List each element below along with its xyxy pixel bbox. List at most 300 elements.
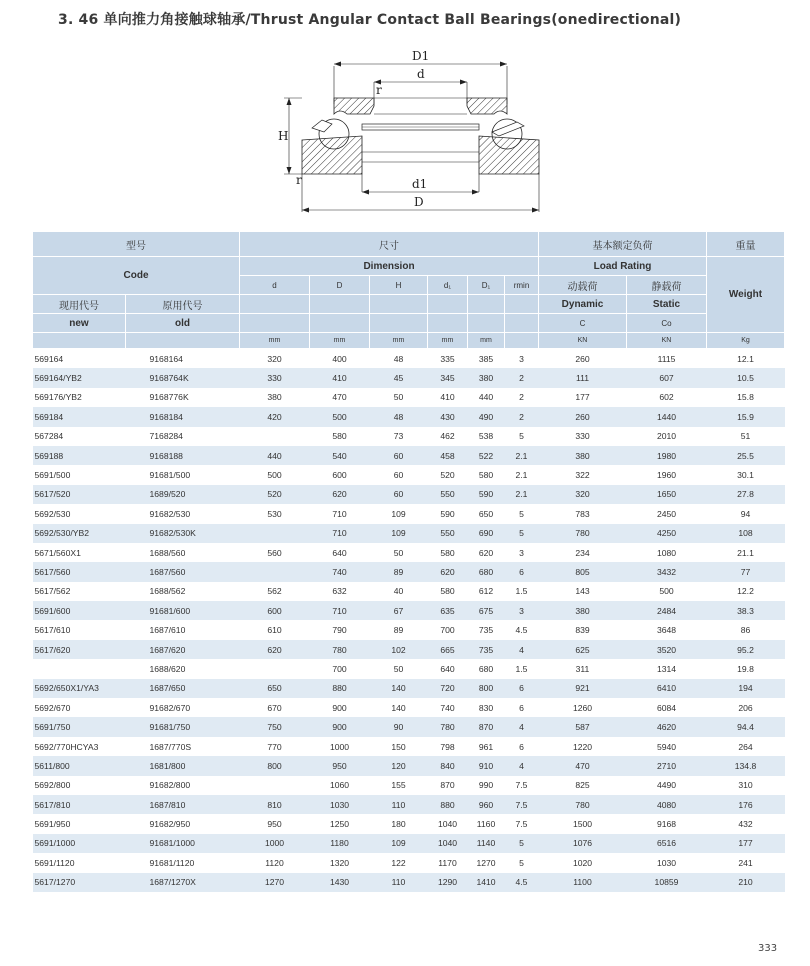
cell-static-load: 6410	[627, 679, 707, 698]
header-dimension-cn: 尺寸	[240, 232, 539, 257]
cell-weight: 25.5	[707, 446, 785, 465]
cell-dynamic-load: 1220	[539, 737, 627, 756]
cell-rmin: 4	[505, 640, 539, 659]
cell-d1: 1290	[428, 873, 468, 892]
cell-static-load: 1650	[627, 485, 707, 504]
table-row	[33, 834, 785, 853]
cell-new-code: 5691/1120	[33, 853, 126, 872]
cell-d: 620	[240, 640, 310, 659]
cell-new-code: 569164/YB2	[33, 368, 126, 387]
header-blank	[428, 314, 468, 333]
cell-H: 73	[370, 427, 428, 446]
cell-new-code: 5691/600	[33, 601, 126, 620]
cell-new-code: 5692/770HCYA3	[33, 737, 126, 756]
cell-weight: 210	[707, 873, 785, 892]
cell-old-code: 91681/1120	[126, 853, 240, 872]
header-load-cn: 基本额定负荷	[539, 232, 707, 257]
cell-new-code: 569184	[33, 407, 126, 426]
cell-H: 60	[370, 465, 428, 484]
cell-H: 140	[370, 679, 428, 698]
cell-static-load: 6084	[627, 698, 707, 717]
header-blank	[370, 295, 428, 314]
cell-H: 89	[370, 620, 428, 639]
cell-d1: 740	[428, 698, 468, 717]
cell-rmin: 1.5	[505, 659, 539, 678]
table-row	[33, 407, 785, 426]
cell-D1: 385	[468, 349, 505, 369]
cell-old-code: 91681/500	[126, 465, 240, 484]
cell-H: 122	[370, 853, 428, 872]
cell-old-code: 1687/810	[126, 795, 240, 814]
cell-d1: 345	[428, 368, 468, 387]
cell-d: 1270	[240, 873, 310, 892]
cell-H: 155	[370, 776, 428, 795]
cell-dynamic-load: 1500	[539, 814, 627, 833]
cell-new-code: 5692/670	[33, 698, 126, 717]
cell-d1: 840	[428, 756, 468, 775]
header-col-d: d	[240, 276, 310, 295]
spec-table-body	[33, 349, 785, 892]
cell-D: 632	[310, 582, 370, 601]
header-blank	[370, 314, 428, 333]
cell-old-code: 91681/1000	[126, 834, 240, 853]
cell-d1: 520	[428, 465, 468, 484]
cell-D1: 675	[468, 601, 505, 620]
header-blank	[505, 314, 539, 333]
cell-old-code: 1687/650	[126, 679, 240, 698]
cell-D1: 620	[468, 543, 505, 562]
cell-static-load: 3432	[627, 562, 707, 581]
cell-D1: 680	[468, 659, 505, 678]
cell-d: 1000	[240, 834, 310, 853]
cell-static-load: 1314	[627, 659, 707, 678]
cell-weight: 15.9	[707, 407, 785, 426]
table-row	[33, 620, 785, 639]
cell-dynamic-load: 470	[539, 756, 627, 775]
cell-static-load: 2450	[627, 504, 707, 523]
cell-rmin: 2	[505, 407, 539, 426]
cell-weight: 51	[707, 427, 785, 446]
header-static-cn: 静载荷	[627, 276, 707, 295]
cell-d1: 640	[428, 659, 468, 678]
cell-old-code: 91682/800	[126, 776, 240, 795]
cell-D: 740	[310, 562, 370, 581]
header-unit-mm: mm	[370, 333, 428, 349]
cell-D: 1250	[310, 814, 370, 833]
cell-new-code: 5611/800	[33, 756, 126, 775]
cell-new-code: 5671/560X1	[33, 543, 126, 562]
cell-weight: 12.1	[707, 349, 785, 369]
cell-weight: 38.3	[707, 601, 785, 620]
cell-d	[240, 562, 310, 581]
cell-d1: 880	[428, 795, 468, 814]
header-unit-mm: mm	[240, 333, 310, 349]
cell-static-load: 1030	[627, 853, 707, 872]
cell-D1: 380	[468, 368, 505, 387]
cell-D: 1030	[310, 795, 370, 814]
header-old-cn: 原用代号	[126, 295, 240, 314]
cell-D1: 580	[468, 465, 505, 484]
header-dynamic-en: Dynamic	[539, 295, 627, 314]
cell-old-code: 9168184	[126, 407, 240, 426]
header-blank	[310, 295, 370, 314]
cell-static-load: 4250	[627, 524, 707, 543]
cell-D: 710	[310, 524, 370, 543]
cell-D1: 735	[468, 620, 505, 639]
cell-weight: 264	[707, 737, 785, 756]
cell-dynamic-load: 234	[539, 543, 627, 562]
cell-new-code: 5692/530	[33, 504, 126, 523]
cell-rmin: 2	[505, 388, 539, 407]
cell-old-code: 1687/620	[126, 640, 240, 659]
cell-old-code: 91682/530	[126, 504, 240, 523]
cell-d	[240, 427, 310, 446]
cell-static-load: 2710	[627, 756, 707, 775]
cell-rmin: 2.1	[505, 446, 539, 465]
table-row	[33, 640, 785, 659]
cell-d1: 462	[428, 427, 468, 446]
cell-D1: 830	[468, 698, 505, 717]
bearing-cross-section-diagram	[262, 46, 552, 220]
cell-d1: 550	[428, 524, 468, 543]
cell-D: 1180	[310, 834, 370, 853]
table-row	[33, 446, 785, 465]
cell-static-load: 5940	[627, 737, 707, 756]
cell-d: 420	[240, 407, 310, 426]
cell-new-code: 5691/500	[33, 465, 126, 484]
cell-old-code: 1688/562	[126, 582, 240, 601]
cell-new-code: 5691/750	[33, 717, 126, 736]
cell-D1: 490	[468, 407, 505, 426]
cell-static-load: 602	[627, 388, 707, 407]
cell-d1: 720	[428, 679, 468, 698]
header-unit-kn: KN	[627, 333, 707, 349]
cell-dynamic-load: 921	[539, 679, 627, 698]
header-col-rmin: rmin	[505, 276, 539, 295]
cell-rmin: 6	[505, 679, 539, 698]
cell-d1: 335	[428, 349, 468, 369]
cell-H: 89	[370, 562, 428, 581]
cell-old-code: 91681/750	[126, 717, 240, 736]
cell-D: 620	[310, 485, 370, 504]
cell-D1: 690	[468, 524, 505, 543]
cell-dynamic-load: 780	[539, 524, 627, 543]
diagram-label-H: H	[278, 129, 289, 143]
table-row	[33, 601, 785, 620]
cell-old-code: 1688/620	[126, 659, 240, 678]
table-row	[33, 795, 785, 814]
cell-weight: 94	[707, 504, 785, 523]
cell-rmin: 3	[505, 543, 539, 562]
cell-D: 780	[310, 640, 370, 659]
cell-D: 1430	[310, 873, 370, 892]
table-row	[33, 679, 785, 698]
cell-new-code: 5617/1270	[33, 873, 126, 892]
header-dynamic-symbol: C	[539, 314, 627, 333]
cell-static-load: 4620	[627, 717, 707, 736]
cell-H: 48	[370, 407, 428, 426]
cell-new-code: 569176/YB2	[33, 388, 126, 407]
cell-dynamic-load: 320	[539, 485, 627, 504]
header-blank	[126, 333, 240, 349]
cell-weight: 21.1	[707, 543, 785, 562]
cell-old-code: 91682/670	[126, 698, 240, 717]
header-col-D: D	[310, 276, 370, 295]
cell-new-code: 5617/520	[33, 485, 126, 504]
cell-old-code: 1687/610	[126, 620, 240, 639]
cell-D1: 735	[468, 640, 505, 659]
cell-weight: 95.2	[707, 640, 785, 659]
cell-D1: 440	[468, 388, 505, 407]
header-blank	[428, 295, 468, 314]
cell-new-code: 5692/650X1/YA3	[33, 679, 126, 698]
table-row	[33, 562, 785, 581]
cell-H: 60	[370, 485, 428, 504]
cell-D1: 1270	[468, 853, 505, 872]
cell-dynamic-load: 839	[539, 620, 627, 639]
cell-old-code: 1681/800	[126, 756, 240, 775]
cell-weight: 310	[707, 776, 785, 795]
cell-dynamic-load: 625	[539, 640, 627, 659]
cell-weight: 206	[707, 698, 785, 717]
cell-weight: 108	[707, 524, 785, 543]
page-title: 3. 46 单向推力角接触球轴承/Thrust Angular Contact Ball Bearings(onedirectional)	[58, 12, 682, 28]
header-blank	[240, 314, 310, 333]
table-row	[33, 814, 785, 833]
cell-static-load: 1115	[627, 349, 707, 369]
cell-d1: 458	[428, 446, 468, 465]
cell-d: 562	[240, 582, 310, 601]
diagram-label-r-top: r	[376, 83, 382, 97]
cell-D: 600	[310, 465, 370, 484]
header-unit-mm: mm	[428, 333, 468, 349]
header-static-en: Static	[627, 295, 707, 314]
cell-d: 440	[240, 446, 310, 465]
table-row	[33, 349, 785, 369]
cell-rmin: 2.1	[505, 485, 539, 504]
table-row	[33, 465, 785, 484]
cell-weight: 12.2	[707, 582, 785, 601]
table-row	[33, 388, 785, 407]
cell-D1: 1160	[468, 814, 505, 833]
cell-rmin: 1.5	[505, 582, 539, 601]
cell-D1: 800	[468, 679, 505, 698]
cell-dynamic-load: 783	[539, 504, 627, 523]
cell-static-load: 1440	[627, 407, 707, 426]
cell-D: 790	[310, 620, 370, 639]
header-load-en: Load Rating	[539, 257, 707, 276]
header-unit-mm: mm	[468, 333, 505, 349]
cell-H: 110	[370, 795, 428, 814]
cell-D1: 612	[468, 582, 505, 601]
cell-D: 950	[310, 756, 370, 775]
cell-dynamic-load: 1260	[539, 698, 627, 717]
table-row	[33, 717, 785, 736]
cell-dynamic-load: 780	[539, 795, 627, 814]
cell-rmin: 6	[505, 698, 539, 717]
cell-dynamic-load: 260	[539, 349, 627, 369]
cell-H: 40	[370, 582, 428, 601]
header-new-cn: 现用代号	[33, 295, 126, 314]
cell-rmin: 7.5	[505, 795, 539, 814]
cell-new-code: 569188	[33, 446, 126, 465]
table-row	[33, 756, 785, 775]
cell-d: 330	[240, 368, 310, 387]
cell-weight: 10.5	[707, 368, 785, 387]
cell-D: 1060	[310, 776, 370, 795]
cell-static-load: 3520	[627, 640, 707, 659]
cell-rmin: 4.5	[505, 620, 539, 639]
cell-D1: 1140	[468, 834, 505, 853]
cell-dynamic-load: 177	[539, 388, 627, 407]
cell-d: 560	[240, 543, 310, 562]
cell-d: 1120	[240, 853, 310, 872]
cell-d1: 700	[428, 620, 468, 639]
cell-static-load: 2010	[627, 427, 707, 446]
cell-old-code: 91681/600	[126, 601, 240, 620]
cell-d: 810	[240, 795, 310, 814]
table-row	[33, 873, 785, 892]
header-blank	[505, 295, 539, 314]
page-number: 333	[758, 943, 778, 954]
cell-rmin: 3	[505, 349, 539, 369]
cell-dynamic-load: 587	[539, 717, 627, 736]
cell-d: 380	[240, 388, 310, 407]
cell-old-code: 9168188	[126, 446, 240, 465]
cell-d1: 430	[428, 407, 468, 426]
table-row	[33, 485, 785, 504]
cell-dynamic-load: 380	[539, 446, 627, 465]
cell-D1: 650	[468, 504, 505, 523]
cell-old-code: 7168284	[126, 427, 240, 446]
cell-D: 540	[310, 446, 370, 465]
cell-d1: 550	[428, 485, 468, 504]
cell-d1: 798	[428, 737, 468, 756]
cell-weight: 86	[707, 620, 785, 639]
cell-rmin: 7.5	[505, 814, 539, 833]
table-row	[33, 659, 785, 678]
cell-H: 90	[370, 717, 428, 736]
table-row	[33, 524, 785, 543]
header-code-en: Code	[33, 257, 240, 295]
cell-d: 600	[240, 601, 310, 620]
cell-weight: 77	[707, 562, 785, 581]
table-row	[33, 504, 785, 523]
cell-new-code: 5691/1000	[33, 834, 126, 853]
cell-D: 470	[310, 388, 370, 407]
cell-d: 950	[240, 814, 310, 833]
cell-new-code: 5692/530/YB2	[33, 524, 126, 543]
cell-dynamic-load: 1020	[539, 853, 627, 872]
cell-H: 109	[370, 524, 428, 543]
cell-rmin: 7.5	[505, 776, 539, 795]
cell-new-code: 569164	[33, 349, 126, 369]
cell-dynamic-load: 330	[539, 427, 627, 446]
cell-static-load: 3648	[627, 620, 707, 639]
cell-D1: 680	[468, 562, 505, 581]
cell-dynamic-load: 311	[539, 659, 627, 678]
header-col-d1: d₁	[428, 276, 468, 295]
header-blank	[310, 314, 370, 333]
cell-d: 650	[240, 679, 310, 698]
cell-D1: 538	[468, 427, 505, 446]
cell-weight: 19.8	[707, 659, 785, 678]
cell-new-code: 5692/800	[33, 776, 126, 795]
header-blank	[505, 333, 539, 349]
cell-old-code: 9168164	[126, 349, 240, 369]
cell-d: 530	[240, 504, 310, 523]
cell-H: 110	[370, 873, 428, 892]
cell-d1: 620	[428, 562, 468, 581]
header-blank	[33, 333, 126, 349]
cell-d: 800	[240, 756, 310, 775]
table-row	[33, 698, 785, 717]
cell-d1: 1040	[428, 814, 468, 833]
cell-H: 140	[370, 698, 428, 717]
cell-dynamic-load: 111	[539, 368, 627, 387]
cell-new-code	[33, 659, 126, 678]
header-static-symbol: Co	[627, 314, 707, 333]
cell-d1: 1170	[428, 853, 468, 872]
cell-d: 770	[240, 737, 310, 756]
header-dimension-en: Dimension	[240, 257, 539, 276]
cell-d1: 590	[428, 504, 468, 523]
cell-D1: 990	[468, 776, 505, 795]
cell-dynamic-load: 1100	[539, 873, 627, 892]
table-row	[33, 737, 785, 756]
cell-D: 700	[310, 659, 370, 678]
cell-H: 102	[370, 640, 428, 659]
header-col-H: H	[370, 276, 428, 295]
cell-H: 50	[370, 388, 428, 407]
header-blank	[468, 295, 505, 314]
header-weight-en: Weight	[707, 257, 785, 333]
cell-old-code: 1688/560	[126, 543, 240, 562]
cell-d1: 635	[428, 601, 468, 620]
cell-old-code: 1687/770S	[126, 737, 240, 756]
cell-new-code: 567284	[33, 427, 126, 446]
diagram-label-D1: D1	[412, 49, 430, 63]
cell-new-code: 5617/562	[33, 582, 126, 601]
cell-d: 670	[240, 698, 310, 717]
cell-d1: 665	[428, 640, 468, 659]
cell-rmin: 4	[505, 717, 539, 736]
diagram-label-r-bottom: r	[296, 173, 302, 187]
cell-d	[240, 776, 310, 795]
header-model-cn: 型号	[33, 232, 240, 257]
cell-weight: 27.8	[707, 485, 785, 504]
table-row	[33, 368, 785, 387]
cell-H: 48	[370, 349, 428, 369]
cell-dynamic-load: 380	[539, 601, 627, 620]
cell-static-load: 9168	[627, 814, 707, 833]
cell-D: 410	[310, 368, 370, 387]
cell-static-load: 6516	[627, 834, 707, 853]
header-unit-kg: Kg	[707, 333, 785, 349]
cell-static-load: 1960	[627, 465, 707, 484]
cell-D: 900	[310, 698, 370, 717]
cell-d1: 410	[428, 388, 468, 407]
diagram-label-d: d	[417, 67, 425, 81]
cell-rmin: 5	[505, 834, 539, 853]
cell-d: 320	[240, 349, 310, 369]
cell-H: 60	[370, 446, 428, 465]
cell-rmin: 6	[505, 562, 539, 581]
cell-static-load: 4490	[627, 776, 707, 795]
header-old-en: old	[126, 314, 240, 333]
header-blank	[468, 314, 505, 333]
cell-d: 500	[240, 465, 310, 484]
